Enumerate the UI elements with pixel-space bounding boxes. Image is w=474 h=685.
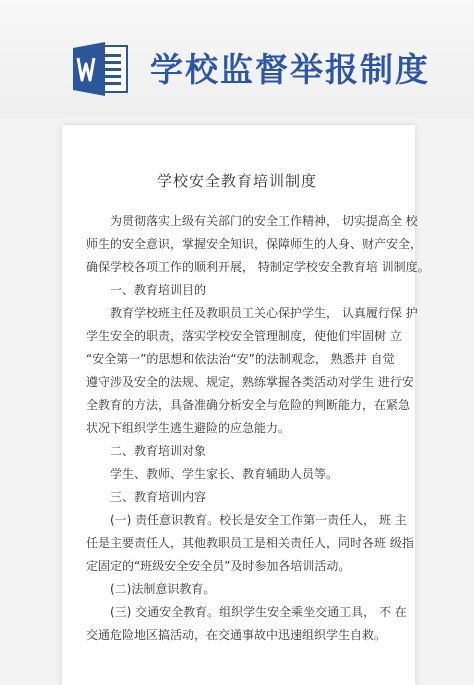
paragraph-line: (二)法制意识教育。 bbox=[110, 582, 216, 596]
paragraph-line: 状况下组织学生逃生避险的应急能力。 bbox=[86, 421, 291, 435]
paragraph-line: 遵守涉及安全的法规、规定，熟练掌握各类活动对学生 进行安 bbox=[86, 375, 414, 389]
paragraph-line: (一) 责任意识教育。校长是安全工作第一责任人， 班 主 bbox=[110, 513, 407, 527]
document-title: 学校监督举报制度 bbox=[150, 50, 430, 89]
paragraph-line: 定固定的“班级安全安全员”及时参加各培训活动。 bbox=[86, 559, 351, 573]
paragraph-line: 任是主要责任人，其他教职员工是相关责任人，同时各班 级指 bbox=[86, 536, 414, 550]
paragraph-line: 学生安全的职责，落实学校安全管理制度，使他们牢固树 立 bbox=[86, 329, 402, 343]
paragraph-line: 确保学校各项工作的顺利开展， 特制定学校安全教育培 训制度。 bbox=[86, 260, 430, 274]
section-heading: 二、教育培训对象 bbox=[110, 444, 207, 458]
word-icon bbox=[73, 40, 129, 98]
paragraph-line: 师生的安全意识，掌握安全知识，保障师生的人身、财产安全， bbox=[86, 237, 423, 251]
section-heading: 一、教育培训目的 bbox=[110, 283, 207, 297]
paragraph-line: 为贯彻落实上级有关部门的安全工作精神， 切实提高全 校 bbox=[110, 214, 418, 228]
paragraph-line: 教育学校班主任及教职员工关心保护学生， 认真履行保 护 bbox=[110, 306, 418, 320]
paragraph-line: “安全第一”的思想和依法治“安”的法制观念， 熟悉并 自觉 bbox=[86, 352, 395, 366]
paragraph-line: 全教育的方法，具备准确分析安全与危险的判断能力，在紧急 bbox=[86, 398, 411, 412]
paragraph-line: 学生、教师、学生家长、教育辅助人员等。 bbox=[110, 467, 339, 481]
document-body bbox=[86, 210, 430, 647]
paragraph-line: 交通危险地区搞活动，在交通事故中迅速组织学生自救。 bbox=[86, 628, 387, 642]
section-heading: 三、教育培训内容 bbox=[110, 490, 207, 504]
header-banner bbox=[0, 0, 474, 118]
paragraph-line: (三) 交通安全教育。组织学生安全乘坐交通工具， 不 在 bbox=[110, 605, 407, 619]
page-heading: 学校安全教育培训制度 bbox=[156, 172, 317, 190]
